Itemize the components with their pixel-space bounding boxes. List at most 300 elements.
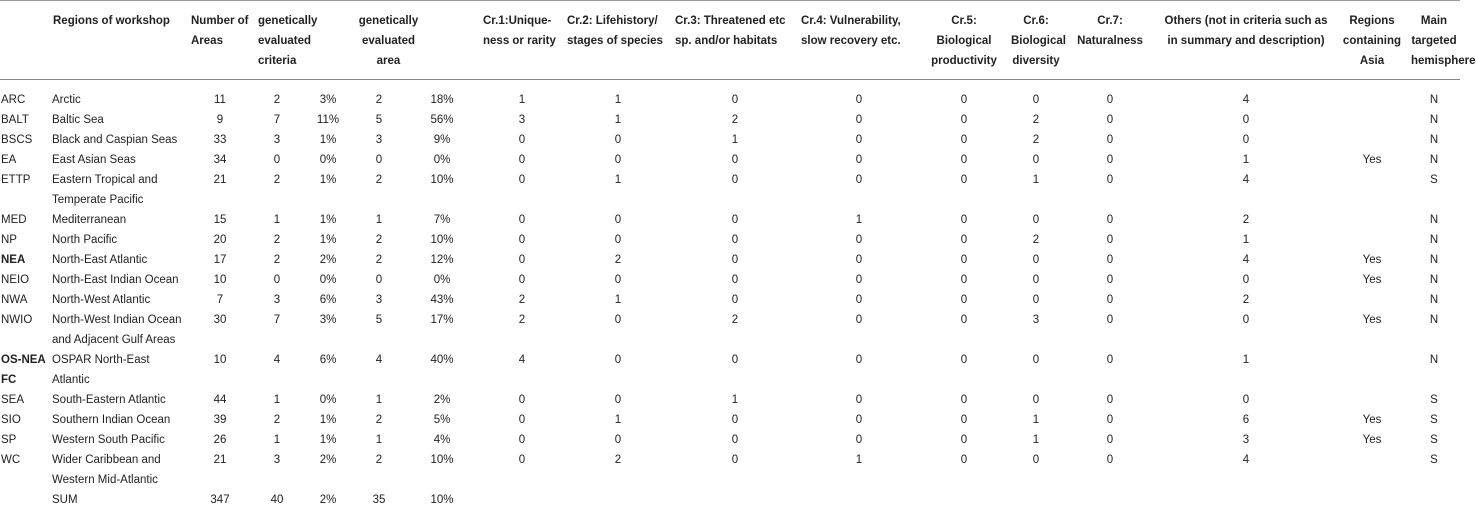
table-row — [0, 110, 1460, 130]
cell-genetic-criteria: 0 — [252, 150, 302, 170]
table-row — [0, 430, 1460, 450]
cell-cr5: 0 — [920, 390, 1008, 410]
cell-asia — [1336, 390, 1408, 410]
cell-region: North-East Indian Ocean — [50, 270, 188, 290]
sum-empty — [920, 490, 1008, 510]
cell-cr1: 0 — [480, 390, 564, 410]
cell-cr4: 0 — [798, 290, 920, 310]
cell-others: 0 — [1156, 270, 1336, 290]
cell-genetic-area-pct: 4% — [404, 430, 480, 450]
cell-region: OSPAR North-East Atlantic — [50, 350, 188, 390]
sum-empty — [1408, 490, 1460, 510]
cell-code: NWA — [0, 290, 50, 310]
cell-genetic-area-pct: 10% — [404, 170, 480, 210]
table-row — [0, 150, 1460, 170]
cell-region: North-West Atlantic — [50, 290, 188, 310]
sum-genetic-area: 35 — [354, 490, 404, 510]
cell-code: WC — [0, 450, 50, 490]
cell-cr7: 0 — [1064, 450, 1156, 490]
cell-cr4: 0 — [798, 170, 920, 210]
sum-empty — [672, 490, 798, 510]
cell-genetic-criteria: 3 — [252, 130, 302, 150]
cell-genetic-area: 2 — [354, 410, 404, 430]
cell-others: 2 — [1156, 290, 1336, 310]
cell-asia — [1336, 210, 1408, 230]
header-hemisphere: Main targeted hemisphere — [1408, 1, 1460, 80]
header-genetic-area: genetically evaluated area — [354, 1, 480, 80]
cell-genetic-criteria-pct: 1% — [302, 230, 354, 250]
cell-cr7: 0 — [1064, 130, 1156, 150]
cell-cr2: 0 — [564, 210, 672, 230]
cell-cr4: 0 — [798, 390, 920, 410]
cell-areas: 44 — [188, 390, 252, 410]
cell-cr2: 2 — [564, 250, 672, 270]
cell-hemisphere: N — [1408, 150, 1460, 170]
cell-genetic-area: 3 — [354, 130, 404, 150]
cell-cr6: 0 — [1008, 210, 1064, 230]
cell-others: 0 — [1156, 390, 1336, 410]
cell-cr2: 1 — [564, 410, 672, 430]
cell-cr4: 0 — [798, 150, 920, 170]
cell-areas: 21 — [188, 450, 252, 490]
cell-cr2: 1 — [564, 170, 672, 210]
cell-genetic-criteria: 2 — [252, 170, 302, 210]
cell-cr6: 0 — [1008, 270, 1064, 290]
cell-hemisphere: N — [1408, 210, 1460, 230]
cell-genetic-criteria: 1 — [252, 430, 302, 450]
cell-cr1: 0 — [480, 210, 564, 230]
cell-areas: 33 — [188, 130, 252, 150]
sum-empty — [1156, 490, 1336, 510]
cell-genetic-area: 2 — [354, 450, 404, 490]
cell-cr2: 1 — [564, 80, 672, 111]
cell-cr4: 0 — [798, 410, 920, 430]
cell-cr1: 0 — [480, 450, 564, 490]
cell-genetic-area: 1 — [354, 390, 404, 410]
cell-genetic-area-pct: 10% — [404, 450, 480, 490]
cell-others: 1 — [1156, 150, 1336, 170]
cell-cr3: 0 — [672, 410, 798, 430]
cell-asia — [1336, 80, 1408, 111]
cell-asia: Yes — [1336, 270, 1408, 290]
header-genetic-criteria: genetically evaluated criteria — [252, 1, 354, 80]
header-cr3: Cr.3: Threatened etc sp. and/or habitats — [672, 1, 798, 80]
cell-cr7: 0 — [1064, 270, 1156, 290]
cell-cr2: 1 — [564, 290, 672, 310]
table-row — [0, 170, 1460, 210]
cell-code: NP — [0, 230, 50, 250]
cell-cr2: 0 — [564, 130, 672, 150]
cell-hemisphere: S — [1408, 170, 1460, 210]
cell-genetic-criteria-pct: 1% — [302, 430, 354, 450]
cell-cr1: 0 — [480, 410, 564, 430]
cell-genetic-area-pct: 56% — [404, 110, 480, 130]
cell-genetic-area: 4 — [354, 350, 404, 390]
cell-hemisphere: S — [1408, 410, 1460, 430]
cell-areas: 17 — [188, 250, 252, 270]
cell-region: East Asian Seas — [50, 150, 188, 170]
cell-others: 6 — [1156, 410, 1336, 430]
cell-others: 0 — [1156, 110, 1336, 130]
cell-cr5: 0 — [920, 430, 1008, 450]
cell-cr3: 0 — [672, 290, 798, 310]
cell-asia: Yes — [1336, 310, 1408, 350]
cell-genetic-criteria: 4 — [252, 350, 302, 390]
cell-hemisphere: S — [1408, 450, 1460, 490]
cell-genetic-area-pct: 5% — [404, 410, 480, 430]
cell-cr1: 2 — [480, 310, 564, 350]
cell-asia — [1336, 170, 1408, 210]
cell-code: ARC — [0, 80, 50, 111]
sum-label: SUM — [50, 490, 188, 510]
cell-genetic-area-pct: 2% — [404, 390, 480, 410]
cell-cr7: 0 — [1064, 150, 1156, 170]
cell-others: 4 — [1156, 450, 1336, 490]
cell-cr6: 0 — [1008, 250, 1064, 270]
cell-genetic-criteria: 3 — [252, 290, 302, 310]
cell-asia: Yes — [1336, 150, 1408, 170]
cell-genetic-criteria: 1 — [252, 210, 302, 230]
cell-areas: 10 — [188, 350, 252, 390]
cell-genetic-area: 0 — [354, 270, 404, 290]
cell-genetic-area-pct: 40% — [404, 350, 480, 390]
cell-genetic-criteria-pct: 0% — [302, 270, 354, 290]
cell-genetic-criteria: 7 — [252, 110, 302, 130]
cell-code: NEA — [0, 250, 50, 270]
table-row — [0, 310, 1460, 350]
cell-cr1: 0 — [480, 230, 564, 250]
cell-hemisphere: S — [1408, 430, 1460, 450]
cell-cr3: 2 — [672, 310, 798, 350]
cell-cr2: 0 — [564, 230, 672, 250]
cell-genetic-area-pct: 7% — [404, 210, 480, 230]
cell-genetic-criteria-pct: 3% — [302, 310, 354, 350]
sum-empty — [798, 490, 920, 510]
cell-cr5: 0 — [920, 150, 1008, 170]
cell-genetic-criteria-pct: 11% — [302, 110, 354, 130]
cell-code: SIO — [0, 410, 50, 430]
sum-genetic-criteria-pct: 2% — [302, 490, 354, 510]
cell-cr4: 0 — [798, 80, 920, 111]
cell-genetic-area: 5 — [354, 110, 404, 130]
table-row — [0, 390, 1460, 410]
cell-code: MED — [0, 210, 50, 230]
cell-genetic-area-pct: 0% — [404, 150, 480, 170]
table-body — [0, 80, 1460, 510]
cell-genetic-area-pct: 18% — [404, 80, 480, 111]
sum-empty — [1008, 490, 1064, 510]
header-cr5: Cr.5: Biological productivity — [920, 1, 1008, 80]
cell-code: SEA — [0, 390, 50, 410]
cell-cr4: 0 — [798, 430, 920, 450]
cell-cr7: 0 — [1064, 390, 1156, 410]
sum-empty — [564, 490, 672, 510]
cell-cr5: 0 — [920, 230, 1008, 250]
cell-areas: 10 — [188, 270, 252, 290]
cell-genetic-area: 0 — [354, 150, 404, 170]
cell-hemisphere: N — [1408, 290, 1460, 310]
cell-genetic-criteria: 2 — [252, 230, 302, 250]
cell-asia — [1336, 450, 1408, 490]
cell-genetic-area: 1 — [354, 430, 404, 450]
cell-areas: 7 — [188, 290, 252, 310]
header-cr1: Cr.1:Unique-ness or rarity — [480, 1, 564, 80]
cell-genetic-criteria: 2 — [252, 410, 302, 430]
cell-genetic-area-pct: 10% — [404, 230, 480, 250]
cell-hemisphere: N — [1408, 310, 1460, 350]
cell-asia — [1336, 350, 1408, 390]
cell-cr2: 1 — [564, 110, 672, 130]
cell-code: ETTP — [0, 170, 50, 210]
cell-cr3: 1 — [672, 130, 798, 150]
cell-cr5: 0 — [920, 110, 1008, 130]
cell-genetic-criteria: 1 — [252, 390, 302, 410]
cell-genetic-area: 2 — [354, 170, 404, 210]
cell-genetic-criteria-pct: 0% — [302, 390, 354, 410]
cell-cr3: 0 — [672, 350, 798, 390]
cell-cr4: 0 — [798, 130, 920, 150]
sum-genetic-area-pct: 10% — [404, 490, 480, 510]
table-row — [0, 270, 1460, 290]
sum-empty — [0, 490, 50, 510]
cell-genetic-criteria-pct: 6% — [302, 350, 354, 390]
cell-code: NWIO — [0, 310, 50, 350]
cell-cr3: 2 — [672, 110, 798, 130]
cell-region: South-Eastern Atlantic — [50, 390, 188, 410]
cell-cr1: 1 — [480, 80, 564, 111]
cell-cr1: 0 — [480, 170, 564, 210]
cell-cr7: 0 — [1064, 250, 1156, 270]
cell-cr6: 0 — [1008, 450, 1064, 490]
sum-row — [0, 490, 1460, 510]
header-others: Others (not in criteria such as in summary and description) — [1156, 1, 1336, 80]
cell-hemisphere: N — [1408, 350, 1460, 390]
cell-genetic-area: 2 — [354, 230, 404, 250]
table-row — [0, 210, 1460, 230]
cell-areas: 39 — [188, 410, 252, 430]
cell-cr3: 0 — [672, 150, 798, 170]
cell-code: NEIO — [0, 270, 50, 290]
cell-hemisphere: N — [1408, 270, 1460, 290]
cell-region: Western South Pacific — [50, 430, 188, 450]
cell-cr5: 0 — [920, 350, 1008, 390]
cell-hemisphere: N — [1408, 80, 1460, 111]
cell-genetic-criteria-pct: 1% — [302, 410, 354, 430]
cell-asia — [1336, 290, 1408, 310]
cell-cr7: 0 — [1064, 230, 1156, 250]
cell-region: Arctic — [50, 80, 188, 111]
cell-cr2: 2 — [564, 450, 672, 490]
cell-cr6: 2 — [1008, 110, 1064, 130]
header-cr4: Cr.4: Vulnerability, slow recovery etc. — [798, 1, 920, 80]
cell-cr2: 0 — [564, 430, 672, 450]
cell-hemisphere: N — [1408, 130, 1460, 150]
cell-cr3: 1 — [672, 390, 798, 410]
cell-cr1: 2 — [480, 290, 564, 310]
cell-genetic-criteria-pct: 2% — [302, 450, 354, 490]
cell-cr2: 0 — [564, 390, 672, 410]
cell-areas: 9 — [188, 110, 252, 130]
table-row — [0, 130, 1460, 150]
cell-areas: 21 — [188, 170, 252, 210]
cell-cr2: 0 — [564, 310, 672, 350]
cell-cr2: 0 — [564, 270, 672, 290]
cell-hemisphere: N — [1408, 230, 1460, 250]
cell-genetic-area-pct: 12% — [404, 250, 480, 270]
cell-cr7: 0 — [1064, 430, 1156, 450]
cell-others: 0 — [1156, 310, 1336, 350]
table-row — [0, 230, 1460, 250]
cell-region: Black and Caspian Seas — [50, 130, 188, 150]
cell-region: Wider Caribbean and Western Mid-Atlantic — [50, 450, 188, 490]
cell-cr5: 0 — [920, 410, 1008, 430]
cell-cr6: 0 — [1008, 150, 1064, 170]
cell-cr6: 0 — [1008, 390, 1064, 410]
cell-cr7: 0 — [1064, 170, 1156, 210]
cell-genetic-area: 3 — [354, 290, 404, 310]
cell-others: 4 — [1156, 250, 1336, 270]
cell-others: 3 — [1156, 430, 1336, 450]
cell-asia: Yes — [1336, 250, 1408, 270]
header-cr6: Cr.6: Biological diversity — [1008, 1, 1064, 80]
table-row — [0, 450, 1460, 490]
cell-areas: 26 — [188, 430, 252, 450]
cell-cr3: 0 — [672, 170, 798, 210]
cell-others: 2 — [1156, 210, 1336, 230]
cell-areas: 15 — [188, 210, 252, 230]
cell-areas: 11 — [188, 80, 252, 111]
cell-region: Baltic Sea — [50, 110, 188, 130]
cell-cr5: 0 — [920, 210, 1008, 230]
header-areas: Number of Areas — [188, 1, 252, 80]
header-region: Regions of workshop — [50, 1, 188, 80]
cell-genetic-area-pct: 17% — [404, 310, 480, 350]
sum-empty — [480, 490, 564, 510]
cell-region: North-East Atlantic — [50, 250, 188, 270]
cell-region: North-West Indian Ocean and Adjacent Gulf Areas — [50, 310, 188, 350]
cell-cr5: 0 — [920, 170, 1008, 210]
table-row — [0, 290, 1460, 310]
cell-cr6: 1 — [1008, 170, 1064, 210]
cell-hemisphere: N — [1408, 110, 1460, 130]
table-row — [0, 250, 1460, 270]
cell-code: BSCS — [0, 130, 50, 150]
cell-cr6: 0 — [1008, 350, 1064, 390]
header-asia: Regions containing Asia — [1336, 1, 1408, 80]
cell-hemisphere: N — [1408, 250, 1460, 270]
cell-genetic-criteria-pct: 1% — [302, 130, 354, 150]
cell-cr4: 1 — [798, 450, 920, 490]
cell-cr3: 0 — [672, 450, 798, 490]
cell-cr6: 0 — [1008, 80, 1064, 111]
cell-areas: 30 — [188, 310, 252, 350]
cell-cr6: 1 — [1008, 430, 1064, 450]
cell-cr7: 0 — [1064, 110, 1156, 130]
cell-genetic-criteria: 0 — [252, 270, 302, 290]
cell-region: Eastern Tropical and Temperate Pacific — [50, 170, 188, 210]
cell-genetic-criteria-pct: 3% — [302, 80, 354, 111]
cell-cr4: 0 — [798, 350, 920, 390]
cell-genetic-area: 2 — [354, 80, 404, 111]
header-row — [0, 1, 1460, 80]
cell-areas: 20 — [188, 230, 252, 250]
cell-genetic-criteria-pct: 2% — [302, 250, 354, 270]
cell-genetic-area-pct: 0% — [404, 270, 480, 290]
cell-areas: 34 — [188, 150, 252, 170]
cell-code: SP — [0, 430, 50, 450]
cell-genetic-criteria: 2 — [252, 80, 302, 111]
cell-genetic-area-pct: 43% — [404, 290, 480, 310]
cell-others: 1 — [1156, 350, 1336, 390]
cell-genetic-criteria-pct: 1% — [302, 170, 354, 210]
cell-cr7: 0 — [1064, 410, 1156, 430]
cell-region: Mediterranean — [50, 210, 188, 230]
cell-cr5: 0 — [920, 290, 1008, 310]
cell-others: 0 — [1156, 130, 1336, 150]
cell-cr4: 0 — [798, 250, 920, 270]
cell-cr7: 0 — [1064, 350, 1156, 390]
cell-cr5: 0 — [920, 450, 1008, 490]
cell-cr6: 2 — [1008, 230, 1064, 250]
sum-genetic-criteria: 40 — [252, 490, 302, 510]
table-row — [0, 410, 1460, 430]
cell-code: EA — [0, 150, 50, 170]
cell-asia — [1336, 110, 1408, 130]
cell-code: BALT — [0, 110, 50, 130]
cell-cr4: 0 — [798, 230, 920, 250]
cell-others: 1 — [1156, 230, 1336, 250]
cell-genetic-criteria-pct: 1% — [302, 210, 354, 230]
cell-region: Southern Indian Ocean — [50, 410, 188, 430]
cell-cr6: 2 — [1008, 130, 1064, 150]
cell-cr5: 0 — [920, 130, 1008, 150]
cell-cr6: 1 — [1008, 410, 1064, 430]
cell-cr7: 0 — [1064, 80, 1156, 111]
cell-cr6: 0 — [1008, 290, 1064, 310]
cell-cr1: 0 — [480, 250, 564, 270]
cell-genetic-area: 2 — [354, 250, 404, 270]
header-cr2: Cr.2: Lifehistory/ stages of species — [564, 1, 672, 80]
cell-cr6: 3 — [1008, 310, 1064, 350]
cell-cr2: 0 — [564, 150, 672, 170]
cell-cr1: 0 — [480, 270, 564, 290]
cell-cr1: 0 — [480, 150, 564, 170]
cell-region: North Pacific — [50, 230, 188, 250]
sum-empty — [1064, 490, 1156, 510]
sum-areas: 347 — [188, 490, 252, 510]
cell-cr2: 0 — [564, 350, 672, 390]
cell-genetic-area: 5 — [354, 310, 404, 350]
cell-cr4: 0 — [798, 270, 920, 290]
table-row — [0, 80, 1460, 111]
header-cr7: Cr.7: Naturalness — [1064, 1, 1156, 80]
cell-cr1: 0 — [480, 430, 564, 450]
cell-asia: Yes — [1336, 410, 1408, 430]
cell-code: OS-NEAFC — [0, 350, 50, 390]
cell-genetic-area: 1 — [354, 210, 404, 230]
cell-genetic-criteria: 7 — [252, 310, 302, 350]
cell-cr5: 0 — [920, 80, 1008, 111]
cell-cr7: 0 — [1064, 310, 1156, 350]
cell-genetic-criteria: 3 — [252, 450, 302, 490]
cell-cr3: 0 — [672, 270, 798, 290]
cell-asia — [1336, 130, 1408, 150]
cell-cr5: 0 — [920, 250, 1008, 270]
cell-cr1: 3 — [480, 110, 564, 130]
cell-genetic-criteria-pct: 0% — [302, 150, 354, 170]
header-code — [0, 1, 50, 80]
cell-cr5: 0 — [920, 270, 1008, 290]
